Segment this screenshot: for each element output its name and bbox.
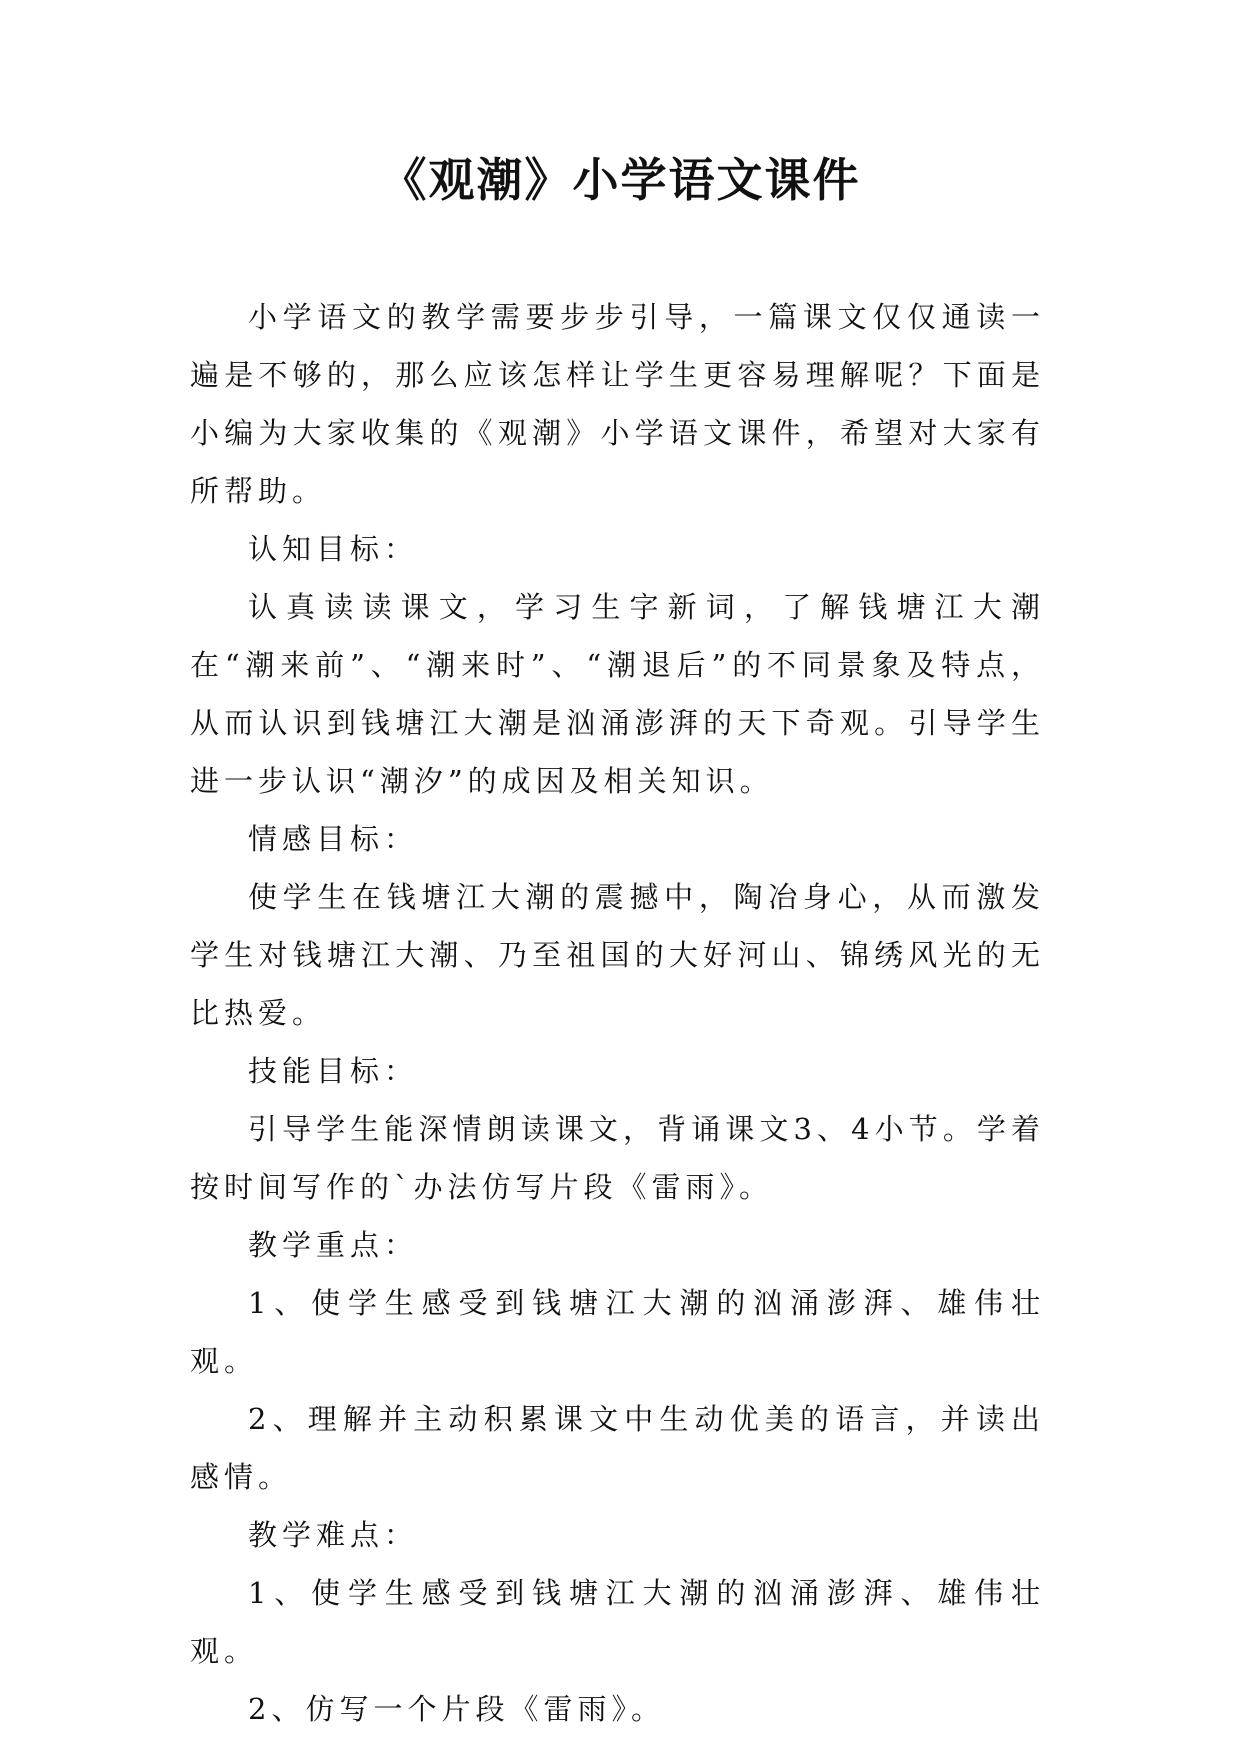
teaching-focus-item-2: 2、理解并主动积累课文中生动优美的语言，并读出感情。 — [190, 1402, 1045, 1494]
document-title: 《观潮》小学语文课件 — [380, 153, 861, 207]
teaching-difficulty-item-1: 1、使学生感受到钱塘江大潮的汹涌澎湃、雄伟壮观。 — [190, 1576, 1045, 1668]
emotional-goal-heading: 情感目标： — [248, 822, 419, 856]
teaching-focus-item-1: 1、使学生感受到钱塘江大潮的汹涌澎湃、雄伟壮观。 — [190, 1286, 1045, 1378]
skill-goal-heading: 技能目标： — [248, 1054, 419, 1088]
teaching-focus-heading: 教学重点： — [248, 1228, 419, 1262]
teaching-difficulty-heading: 教学难点： — [248, 1518, 419, 1552]
intro-paragraph: 小学语文的教学需要步步引导，一篇课文仅仅通读一遍是不够的，那么应该怎样让学生更容易理解呢？下面是小编为大家收集的《观潮》小学语文课件，希望对大家有所帮助。 — [190, 300, 1045, 508]
cognitive-goal-paragraph: 认真读读课文，学习生字新词，了解钱塘江大潮在“潮来前”、“潮来时”、“潮退后”的不同景象及特点，从而认识到钱塘江大潮是汹涌澎湃的天下奇观。引导学生进一步认识“潮汐”的成因及相关知识。 — [190, 590, 1045, 798]
cognitive-goal-heading: 认知目标： — [248, 532, 419, 566]
skill-goal-paragraph: 引导学生能深情朗读课文，背诵课文3、4小节。学着按时间写作的`办法仿写片段《雷雨》。 — [190, 1112, 1045, 1204]
teaching-difficulty-item-2: 2、仿写一个片段《雷雨》。 — [248, 1692, 665, 1726]
emotional-goal-paragraph: 使学生在钱塘江大潮的震撼中，陶冶身心，从而激发学生对钱塘江大潮、乃至祖国的大好河山、锦绣风光的无比热爱。 — [190, 880, 1045, 1030]
document-body — [190, 288, 1045, 1738]
